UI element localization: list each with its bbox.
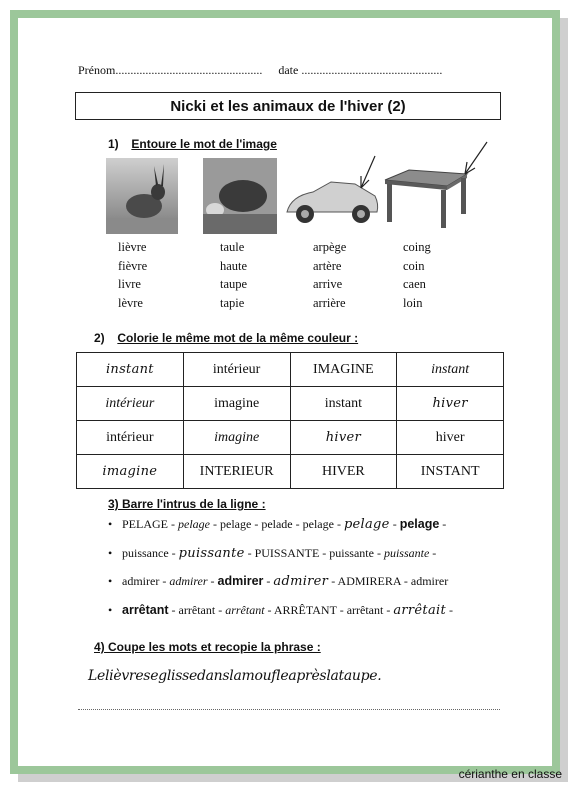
table-cell[interactable]: hiver — [290, 421, 397, 455]
word-column-4 — [403, 238, 431, 312]
section1-heading — [108, 137, 277, 151]
table-cell[interactable]: imagine — [183, 421, 290, 455]
word-option[interactable]: pelage — [178, 517, 210, 531]
intrus-line-1: • PELAGE - pelage - pelage - pelade - pelage - pelage - pelage - — [108, 517, 447, 532]
word-option[interactable]: pelage — [220, 517, 252, 531]
hare-image — [106, 158, 178, 234]
table-cell[interactable]: instant — [397, 353, 504, 387]
word-option[interactable]: pelage — [399, 517, 440, 531]
section1-title: Entoure le mot de l'image — [131, 137, 277, 151]
table-row — [77, 421, 504, 455]
cursive-phrase: Lelièvreseglissedanslamoufleaprèslataupe. — [88, 668, 382, 684]
word-option[interactable]: arrêtant — [346, 603, 384, 617]
word-option[interactable]: caen — [403, 277, 426, 291]
word-option[interactable]: arrêtant — [225, 603, 265, 617]
date-field: date ............................................... — [278, 63, 443, 77]
section2-number: 2) — [94, 331, 105, 345]
table-cell[interactable]: intérieur — [77, 421, 184, 455]
section4-title: 4) Coupe les mots et recopie la phrase : — [94, 640, 321, 654]
word-option[interactable]: admirer — [410, 574, 449, 588]
table-cell[interactable]: INTERIEUR — [183, 455, 290, 489]
prenom-field: Prénom................................................. — [78, 63, 263, 77]
word-option[interactable]: taule — [220, 240, 245, 254]
worksheet-title: Nicki et les animaux de l'hiver (2) — [75, 92, 501, 120]
word-column-2 — [220, 238, 247, 312]
table-cell[interactable]: imagine — [183, 387, 290, 421]
word-column-3 — [313, 238, 346, 312]
table-cell[interactable]: hiver — [397, 421, 504, 455]
table-image — [383, 140, 491, 232]
intrus-line-3: • admirer - admirer - admirer - admirer - ADMIRERA - admirer — [108, 574, 449, 589]
word-option[interactable]: puissante — [329, 546, 374, 560]
footer-credit: cérianthe en classe — [458, 767, 562, 781]
word-option[interactable]: ADMIRERA — [337, 574, 401, 588]
table-cell[interactable]: hiver — [397, 387, 504, 421]
word-option[interactable]: arrêtait — [393, 603, 446, 618]
table-cell[interactable]: INSTANT — [397, 455, 504, 489]
intrus-line-4: • arrêtant - arrêtant - arrêtant - ARRÊTANT - arrêtant - arrêtait - — [108, 603, 453, 618]
table-row — [77, 353, 504, 387]
table-cell[interactable]: instant — [77, 353, 184, 387]
word-option[interactable]: arrive — [313, 277, 343, 291]
section2-heading — [94, 331, 358, 345]
word-option[interactable]: arrière — [313, 295, 346, 310]
table-row — [77, 455, 504, 489]
name-date-line — [78, 63, 442, 78]
table-row — [77, 387, 504, 421]
word-option[interactable]: arrêtant — [178, 603, 216, 617]
word-option[interactable]: PUISSANTE — [254, 546, 320, 560]
car-image — [283, 152, 383, 230]
word-option[interactable]: admirer — [273, 574, 329, 589]
word-option[interactable]: ARRÊTANT — [273, 603, 337, 617]
section3-title: 3) Barre l'intrus de la ligne : — [108, 497, 266, 511]
word-option[interactable]: artère — [313, 258, 342, 273]
word-option[interactable]: tapie — [220, 295, 245, 310]
word-option[interactable]: admirer — [122, 574, 160, 588]
word-option[interactable]: loin — [403, 295, 423, 310]
table-cell[interactable]: intérieur — [77, 387, 184, 421]
word-option[interactable]: admirer — [217, 574, 264, 588]
word-option[interactable]: pelade — [261, 517, 293, 531]
word-option[interactable]: puissance — [122, 546, 169, 560]
section4-heading — [94, 640, 321, 654]
section2-title: Colorie le même mot de la même couleur : — [117, 331, 359, 345]
word-option[interactable]: pelage — [343, 517, 390, 532]
word-option[interactable]: lièvre — [118, 240, 147, 254]
word-option[interactable]: pelage — [302, 517, 334, 531]
section3-heading — [108, 497, 266, 511]
word-column-1 — [118, 238, 147, 312]
table-cell[interactable]: intérieur — [183, 353, 290, 387]
word-option[interactable]: puissante — [178, 546, 245, 561]
section1-number: 1) — [108, 137, 119, 151]
color-words-table — [76, 352, 504, 489]
answer-line[interactable] — [78, 708, 500, 710]
word-option[interactable]: haute — [220, 258, 248, 273]
mole-image — [203, 158, 277, 234]
word-option[interactable]: fièvre — [118, 258, 148, 273]
intrus-line-2: • puissance - puissante - PUISSANTE - puissante - puissante - — [108, 546, 437, 561]
table-cell[interactable]: instant — [290, 387, 397, 421]
word-option[interactable]: coin — [403, 258, 425, 273]
word-option[interactable]: PELAGE — [122, 517, 168, 531]
word-option[interactable]: taupe — [220, 277, 248, 291]
word-option[interactable]: arrêtant — [122, 603, 169, 617]
word-option[interactable]: admirer — [169, 574, 208, 588]
word-option[interactable]: lèvre — [118, 295, 143, 310]
table-cell[interactable]: IMAGINE — [290, 353, 397, 387]
word-option[interactable]: arpège — [313, 240, 347, 254]
table-cell[interactable]: HIVER — [290, 455, 397, 489]
word-option[interactable]: livre — [118, 277, 141, 291]
word-option[interactable]: puissante — [383, 546, 430, 560]
table-cell[interactable]: imagine — [77, 455, 184, 489]
word-option[interactable]: coing — [403, 240, 431, 254]
